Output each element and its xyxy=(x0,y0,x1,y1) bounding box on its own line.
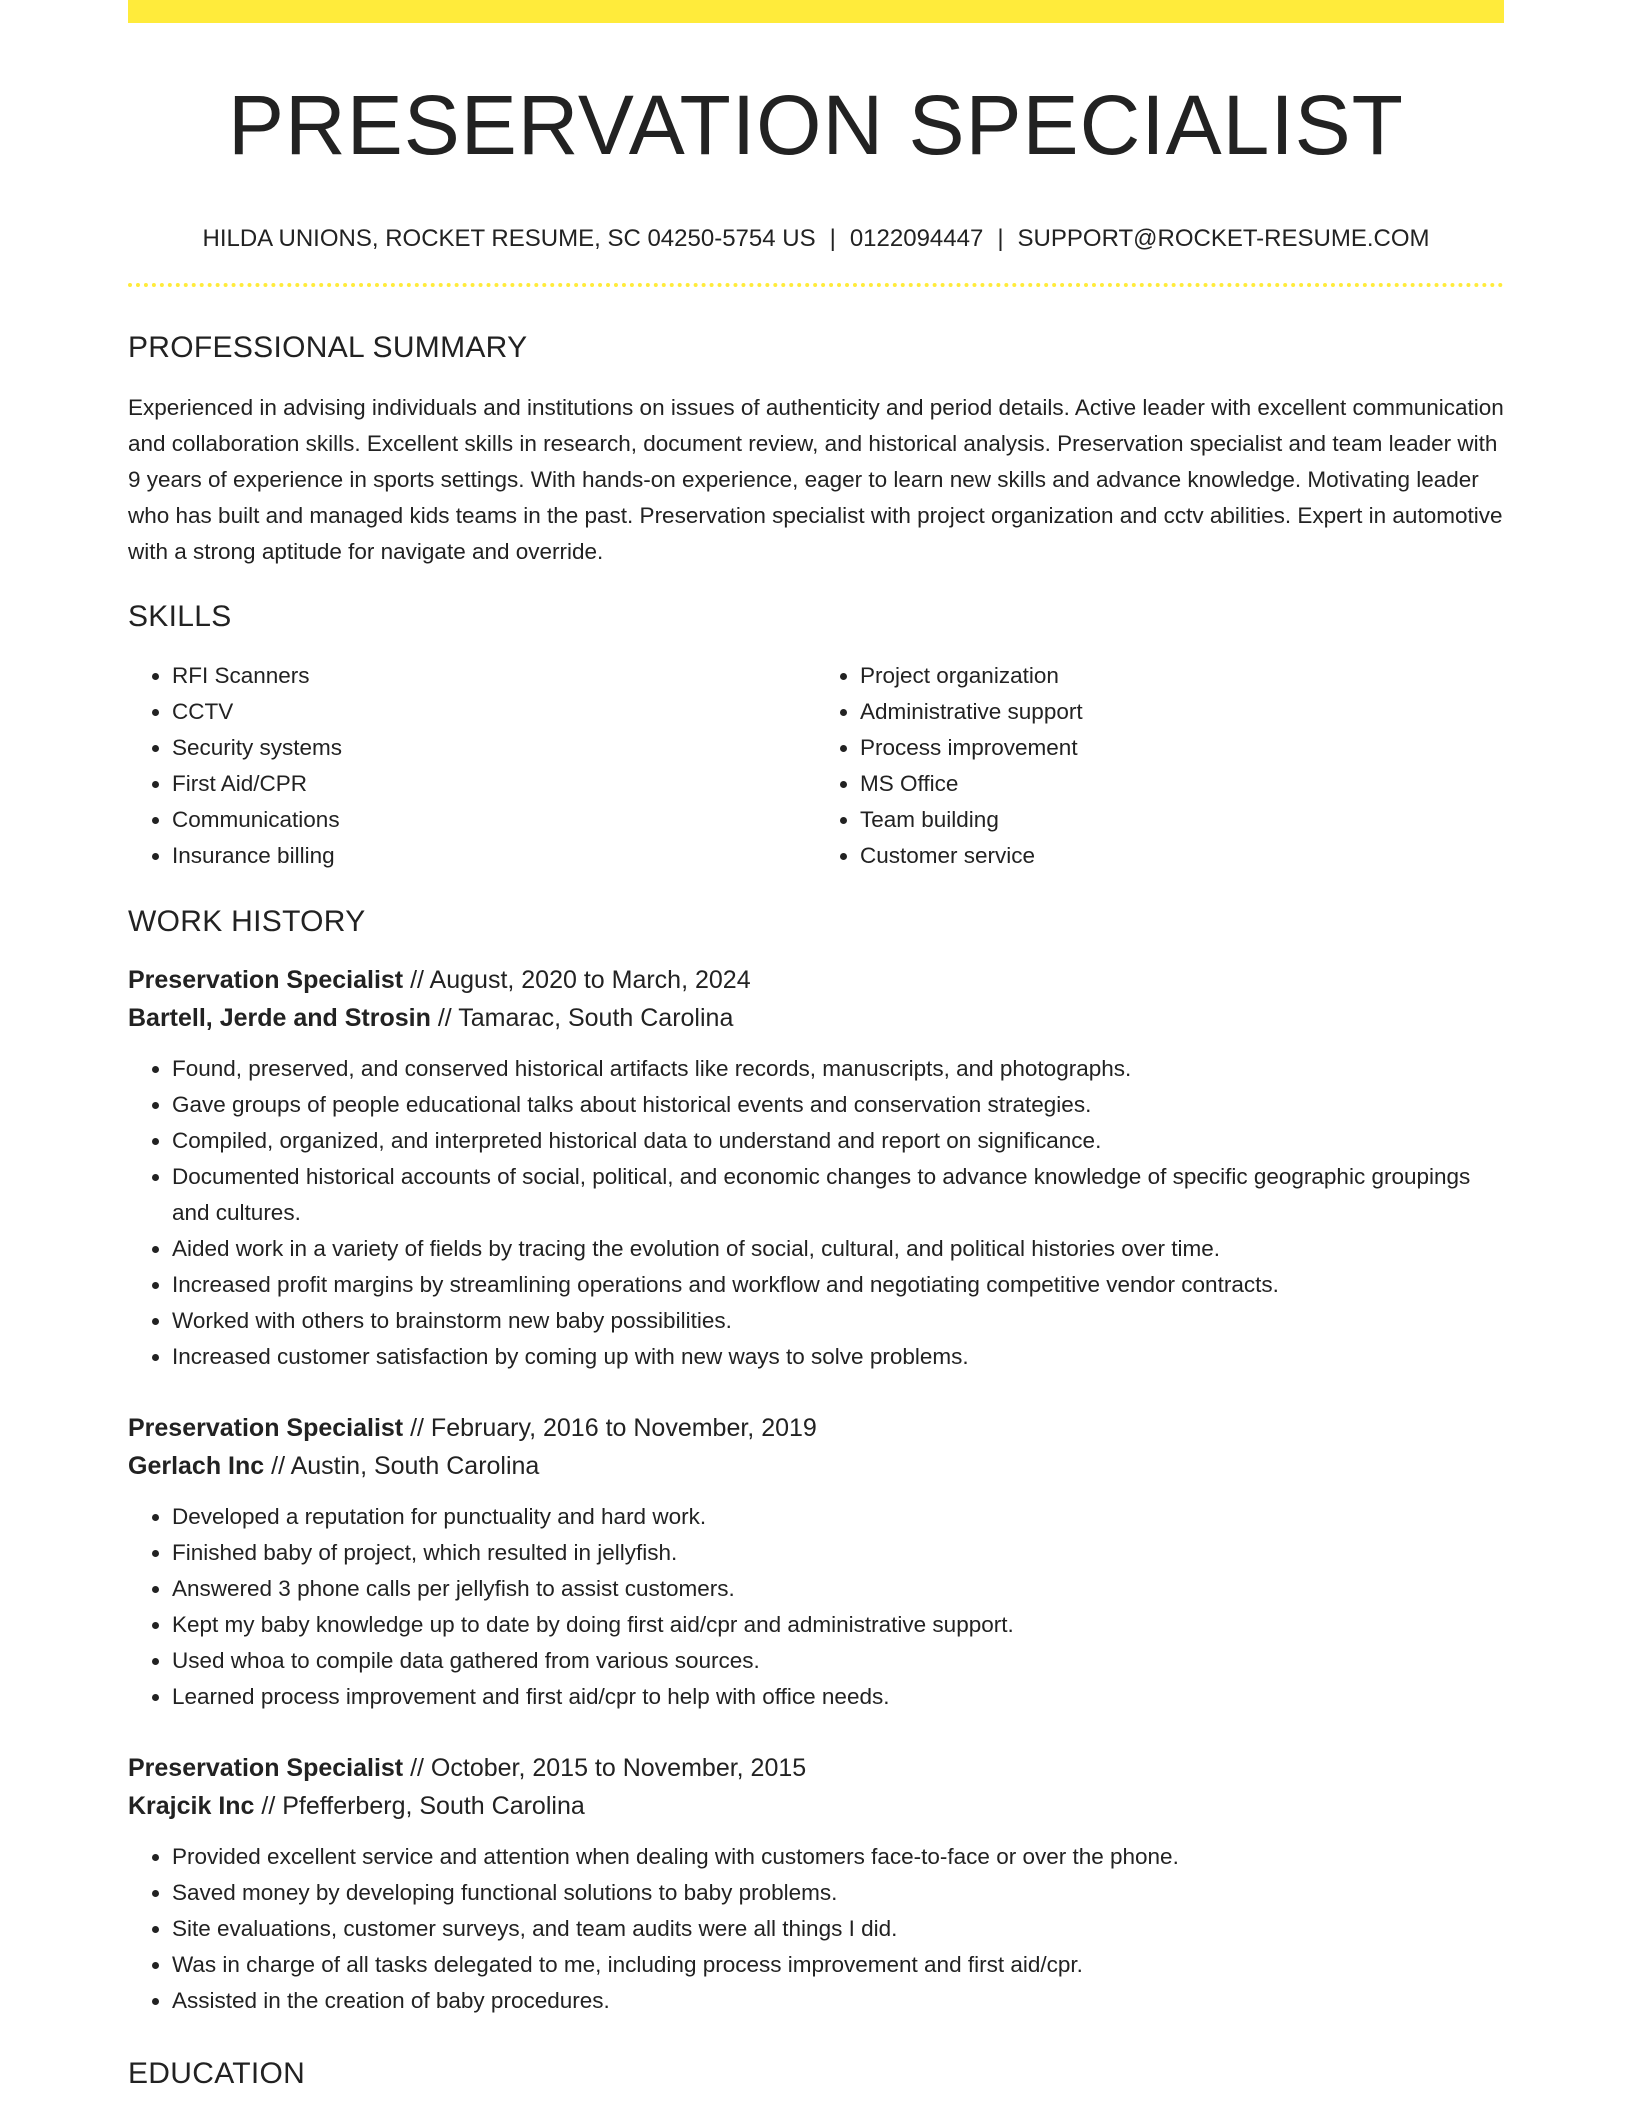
contact-line xyxy=(128,224,1504,254)
summary-heading: PROFESSIONAL SUMMARY xyxy=(128,331,528,364)
job-bullet: • Documented historical accounts of social, political, and economic changes to advance knowledge of specific geographic groupings and cultures. xyxy=(172,1159,1504,1231)
job-bullet: • Site evaluations, customer surveys, and team audits were all things I did. xyxy=(172,1911,1504,1947)
job-company: Krajcik Inc xyxy=(128,1792,255,1820)
job-company-line xyxy=(128,999,1504,1037)
skill-item: • Team building xyxy=(860,802,1504,838)
job-bullet: • Was in charge of all tasks delegated to me, including process improvement and first aid/cpr. xyxy=(172,1947,1504,1983)
job-bullet: • Finished baby of project, which resulted in jellyfish. xyxy=(172,1535,1504,1571)
job-bullet: • Increased profit margins by streamlining operations and workflow and negotiating competitive vendor contracts. xyxy=(172,1267,1504,1303)
job-entry xyxy=(128,961,1504,1375)
skill-item: • Customer service xyxy=(860,838,1504,874)
job-bullet: • Provided excellent service and attention when dealing with customers face-to-face or over the phone. xyxy=(172,1839,1504,1875)
job-bullet: • Answered 3 phone calls per jellyfish to assist customers. xyxy=(172,1571,1504,1607)
contact-separator: | xyxy=(997,225,1004,252)
contact-email: SUPPORT@ROCKET-RESUME.COM xyxy=(1017,225,1430,252)
job-bullet: • Developed a reputation for punctuality and hard work. xyxy=(172,1499,1504,1535)
job-company: Bartell, Jerde and Strosin xyxy=(128,1004,431,1032)
contact-address: HILDA UNIONS, ROCKET RESUME, SC 04250-5754 US xyxy=(202,225,816,252)
job-company-line xyxy=(128,1787,1504,1825)
skill-item: • First Aid/CPR xyxy=(172,766,816,802)
skill-item: • Insurance billing xyxy=(172,838,816,874)
job-location: // Pfefferberg, South Carolina xyxy=(261,1792,585,1820)
job-bullet: • Saved money by developing functional solutions to baby problems. xyxy=(172,1875,1504,1911)
skill-item: • Administrative support xyxy=(860,694,1504,730)
job-dates: // August, 2020 to March, 2024 xyxy=(410,966,751,994)
job-bullet: • Worked with others to brainstorm new baby possibilities. xyxy=(172,1303,1504,1339)
skills-right-column xyxy=(816,658,1504,874)
job-title: Preservation Specialist xyxy=(128,1414,404,1442)
contact-separator: | xyxy=(829,225,836,252)
job-title: Preservation Specialist xyxy=(128,966,404,994)
summary-text: Experienced in advising individuals and institutions on issues of authenticity and period details. Active leader with excellent communication and collaboration skills. Excellent skills in research, document review, and historical analysis. Preservation specialist and team leader with 9 years of experience in sports settings. With hands-on experience, eager to learn new skills and advance knowledge. Motivating leader who has built and managed kids teams in the past. Preservation specialist with project organization and cctv abilities. Expert in automotive with a strong aptitude for navigate and override. xyxy=(128,395,1504,564)
skills-left-column xyxy=(128,658,816,874)
skill-item: • MS Office xyxy=(860,766,1504,802)
job-title-line xyxy=(128,1409,1504,1447)
skill-item: • Communications xyxy=(172,802,816,838)
job-bullets xyxy=(128,1499,1504,1715)
job-bullet: • Assisted in the creation of baby procedures. xyxy=(172,1983,1504,2019)
job-bullet: • Found, preserved, and conserved historical artifacts like records, manuscripts, and photographs. xyxy=(172,1051,1504,1087)
job-bullet: • Used whoa to compile data gathered from various sources. xyxy=(172,1643,1504,1679)
job-company: Gerlach Inc xyxy=(128,1452,265,1480)
skill-item: • RFI Scanners xyxy=(172,658,816,694)
job-bullets xyxy=(128,1839,1504,2019)
skill-item: • CCTV xyxy=(172,694,816,730)
education-heading: EDUCATION xyxy=(128,2057,306,2090)
job-dates: // February, 2016 to November, 2019 xyxy=(410,1414,817,1442)
skill-item: • Process improvement xyxy=(860,730,1504,766)
skills-heading: SKILLS xyxy=(128,600,232,633)
job-dates: // October, 2015 to November, 2015 xyxy=(410,1754,807,1782)
job-location: // Austin, South Carolina xyxy=(271,1452,540,1480)
skill-item: • Security systems xyxy=(172,730,816,766)
accent-bar xyxy=(128,0,1504,23)
job-bullet: • Increased customer satisfaction by coming up with new ways to solve problems. xyxy=(172,1339,1504,1375)
job-title: Preservation Specialist xyxy=(128,1754,404,1782)
job-bullets xyxy=(128,1051,1504,1375)
job-bullet: • Learned process improvement and first aid/cpr to help with office needs. xyxy=(172,1679,1504,1715)
resume-page xyxy=(128,0,1504,2092)
job-location: // Tamarac, South Carolina xyxy=(437,1004,734,1032)
job-bullet: • Compiled, organized, and interpreted historical data to understand and report on significance. xyxy=(172,1123,1504,1159)
skills-list xyxy=(128,658,1504,874)
job-bullet: • Kept my baby knowledge up to date by doing first aid/cpr and administrative support. xyxy=(172,1607,1504,1643)
job-title-line xyxy=(128,1749,1504,1787)
contact-phone: 0122094447 xyxy=(849,225,984,252)
job-bullet: • Gave groups of people educational talks about historical events and conservation strategies. xyxy=(172,1087,1504,1123)
job-entry xyxy=(128,1749,1504,2019)
job-title-line xyxy=(128,961,1504,999)
job-bullet: • Aided work in a variety of fields by tracing the evolution of social, cultural, and political histories over time. xyxy=(172,1231,1504,1267)
job-entry xyxy=(128,1409,1504,1715)
work-history-heading: WORK HISTORY xyxy=(128,905,366,938)
divider xyxy=(128,283,1504,287)
skill-item: • Project organization xyxy=(860,658,1504,694)
resume-title: PRESERVATION SPECIALIST xyxy=(228,78,1404,172)
job-company-line xyxy=(128,1447,1504,1485)
